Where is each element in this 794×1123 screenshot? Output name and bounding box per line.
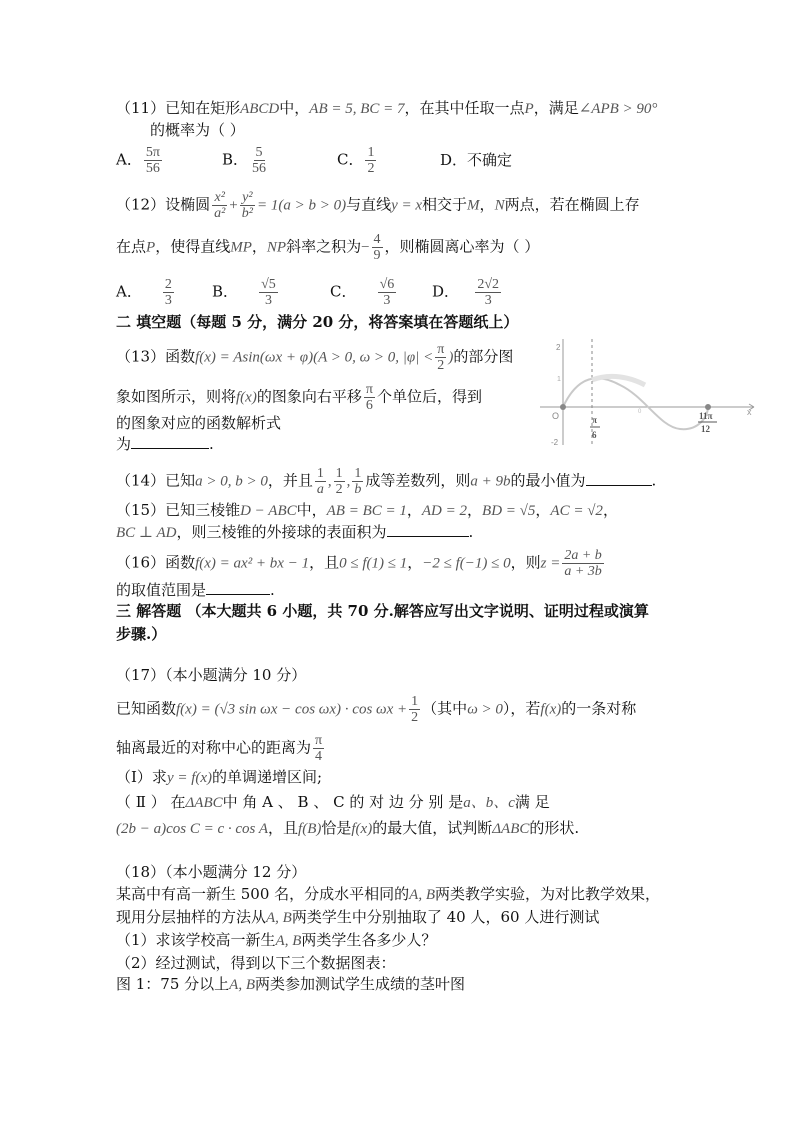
math: f(x) = Asin(ωx + φ)(A > 0, ω > 0, |φ| < — [195, 349, 434, 366]
y-label-top: 2 — [556, 343, 561, 352]
denominator: b — [354, 482, 362, 497]
math: a + 9b — [470, 473, 511, 490]
q18-part2: （2）经过测试，得到以下三个数据图表： — [116, 954, 396, 972]
q14-line: （14）已知a > 0, b > 0，并且 $\frac{1}{a}$ , $\frac{1}{2}$ , $\frac{1}{b}$ 成等差数列，则a + 9b的最小值为 . — [116, 466, 657, 497]
q15-text: . — [468, 523, 474, 541]
math: ABCD — [240, 101, 280, 117]
math: (2b − a)cos C = c · cos A — [116, 821, 269, 837]
q17-text: （其中 — [422, 699, 468, 718]
q12-text: 与直线 — [346, 195, 392, 214]
q16-text: . — [270, 581, 275, 599]
numerator: 5π — [145, 145, 160, 160]
q12-option-c — [330, 277, 398, 308]
q11-option-a — [116, 145, 164, 176]
tick1-numerator: π — [592, 415, 597, 425]
q11-line2: 的概率为（ ） — [150, 121, 245, 139]
math: A, B — [229, 977, 255, 993]
numerator: 1 — [411, 694, 419, 709]
numerator: π — [437, 342, 445, 357]
q18-title: （18）（本小题满分 12 分） — [116, 863, 307, 881]
fraction — [259, 277, 278, 308]
q13-text: （13）函数 — [116, 347, 196, 366]
q18-line1 — [116, 884, 660, 905]
math: f(x) = (√3 sin ωx − cos ωx) · cos ωx + — [176, 701, 408, 718]
q18-text: 某高中有高一新生 500 名，分成水平相同的 — [116, 885, 410, 903]
q17-text: 恰是 — [321, 819, 352, 837]
q15-text: （15）已知三棱锥 — [116, 501, 241, 519]
fraction — [144, 145, 162, 176]
q11-option-d: D．不确定 — [440, 151, 513, 169]
q14-text: . — [651, 471, 657, 490]
denominator: 3 — [383, 293, 391, 308]
math: AB = 5, BC = 7 — [309, 101, 405, 117]
denominator: a — [316, 482, 324, 497]
q17-text: 已知函数 — [116, 699, 177, 718]
q17-text: 的一条对称 — [561, 699, 637, 718]
numerator: √6 — [379, 277, 395, 292]
option-label: C． — [337, 150, 364, 169]
y-label-mid: 1 — [557, 376, 561, 383]
q13-text: . — [209, 435, 214, 453]
q11-option-b — [222, 145, 270, 176]
q18-text: 两类学生各多少人？ — [301, 931, 437, 949]
math: a > 0, b > 0 — [195, 473, 268, 490]
numerator: x² — [214, 190, 225, 205]
fraction — [352, 466, 363, 497]
denominator: 2 — [367, 161, 375, 176]
section-2-heading: 二 填空题（每题 5 分，满分 20 分，将答案填在答题纸上） — [116, 313, 519, 331]
q16-text: ，且 — [309, 553, 340, 572]
q13-text: 象如图所示，则将 — [116, 387, 237, 406]
fraction — [409, 694, 420, 725]
q15-text: ，则三棱锥的外接球的表面积为 — [176, 523, 387, 541]
fraction — [250, 145, 268, 176]
q13-text: 为 — [116, 435, 132, 453]
q17-part2-cont — [116, 818, 579, 839]
q15-text: ， — [535, 501, 551, 519]
q13-text: 的部分图 — [453, 347, 514, 366]
answer-blank[interactable] — [586, 471, 652, 486]
answer-blank[interactable] — [387, 522, 469, 537]
q17-text: 的单调递增区间; — [212, 768, 323, 786]
math: + — [229, 197, 238, 214]
q18-text: 两类学生中分别抽取了 40 人，60 人进行测试 — [291, 908, 600, 926]
q12-text: ，使得直线 — [155, 237, 231, 256]
q15-line1 — [116, 500, 618, 521]
q17-text: ），若 — [502, 699, 541, 718]
numerator: 1 — [354, 466, 362, 481]
math: MP — [230, 239, 252, 256]
denominator: 3 — [264, 293, 272, 308]
math: f(x) — [236, 389, 257, 406]
q17-part2 — [116, 792, 550, 813]
numerator: 2√2 — [477, 277, 500, 292]
q15-text: ， — [467, 501, 483, 519]
fraction — [365, 145, 376, 176]
section-3-heading-cont: 步骤.） — [116, 625, 167, 643]
option-label: B． — [212, 282, 239, 301]
math: −2 ≤ f(−1) ≤ 0 — [422, 555, 511, 572]
math: z = — [540, 555, 561, 572]
q14-text: ，并且 — [267, 471, 313, 490]
option-label: B． — [222, 150, 249, 169]
sine-curve — [563, 378, 708, 429]
denominator: 56 — [252, 161, 267, 176]
math: AC = √2 — [550, 503, 603, 519]
math: f(x) = ax² + bx − 1 — [195, 555, 310, 572]
q17-line1 — [116, 694, 636, 725]
math: BD = √5 — [482, 503, 536, 519]
math: AD = 2 — [421, 503, 468, 519]
q15-text: ， — [602, 501, 618, 519]
math: f(B) — [298, 821, 322, 837]
numerator: 4 — [373, 232, 381, 247]
q12-option-d — [432, 277, 503, 308]
fraction — [240, 190, 255, 221]
q11-text: ，在其中任取一点 — [404, 99, 525, 117]
q11-option-c — [337, 145, 378, 176]
q11-text: 中， — [279, 99, 310, 117]
numerator: π — [365, 382, 373, 397]
option-label: C． — [330, 282, 357, 301]
math: ω > 0 — [467, 701, 503, 718]
q17-text: （ Ⅱ ） 在 — [116, 793, 186, 811]
q18-text: （1）求该学校高一新生 — [116, 931, 276, 949]
q17-line2 — [116, 733, 326, 764]
q17-text: 轴离最近的对称中心的距离为 — [116, 738, 312, 757]
q12-text: ， — [251, 237, 267, 256]
math: BC ⊥ AD — [116, 525, 177, 541]
zero-point — [705, 404, 711, 410]
sine-graph — [540, 335, 765, 455]
origin-point — [560, 404, 566, 410]
denominator: 3 — [164, 293, 172, 308]
fraction — [334, 466, 345, 497]
q12-option-b — [212, 277, 280, 308]
q13-text: 的图象向右平移 — [256, 387, 362, 406]
q13-text: 个单位后，得到 — [376, 387, 482, 406]
denominator: 2 — [411, 710, 419, 725]
q14-text: 的最小值为 — [510, 471, 586, 490]
math: ∠APB > 90° — [578, 101, 658, 117]
math: D − ABC — [240, 503, 297, 519]
answer-blank[interactable] — [131, 434, 209, 449]
x-axis-label: x — [747, 407, 752, 417]
q12-text: ， — [479, 195, 495, 214]
math: P — [524, 101, 534, 117]
q15-line2 — [116, 522, 473, 543]
numerator: 2a + b — [564, 548, 602, 563]
q16-line2 — [116, 580, 275, 600]
math: A, B — [266, 910, 292, 926]
numerator: 1 — [367, 145, 375, 160]
math: NP — [266, 239, 287, 256]
small-label: 0 — [638, 409, 642, 415]
math: − — [361, 239, 370, 256]
denominator: 2 — [437, 358, 445, 373]
fraction — [212, 190, 227, 221]
fraction — [435, 342, 446, 373]
tick2-denominator: 12 — [701, 424, 710, 434]
denominator: 9 — [373, 248, 381, 263]
option-label: A． — [116, 150, 142, 169]
math: ΔABC — [185, 795, 223, 811]
q12-text: 斜率之积为 — [286, 237, 362, 256]
q11-line1 — [116, 98, 657, 119]
section-3-heading: 三 解答题 （本大题共 6 小题，共 70 分.解答应写出文字说明、证明过程或演算 — [116, 602, 649, 620]
numerator: 5 — [255, 145, 263, 160]
math: f(x) — [540, 701, 562, 718]
math: A, B — [409, 887, 435, 903]
fraction — [163, 277, 174, 308]
q12-line1 — [116, 190, 640, 221]
q12-line2 — [116, 232, 539, 263]
denominator: 56 — [145, 161, 160, 176]
math: N — [494, 197, 505, 214]
option-label: A． — [116, 282, 142, 301]
q18-figure1-caption — [116, 974, 465, 995]
denominator: a + 3b — [564, 564, 602, 579]
q13-line4 — [116, 434, 214, 454]
q15-text: 中， — [296, 501, 327, 519]
math: y = x — [391, 197, 423, 214]
q18-part1 — [116, 930, 436, 951]
math: y = f(x) — [166, 770, 213, 786]
q14-text: （14）已知 — [116, 471, 196, 490]
denominator: 6 — [365, 398, 373, 413]
fraction — [364, 382, 375, 413]
numerator: 1 — [316, 466, 324, 481]
math: a、b、c — [463, 795, 515, 811]
numerator: π — [315, 733, 323, 748]
q17-text: 的形状. — [529, 819, 580, 837]
q17-part1 — [116, 767, 322, 788]
q16-text: ， — [407, 553, 423, 572]
origin-label: O — [552, 411, 560, 421]
q13-line2 — [116, 382, 482, 413]
math: AB = BC = 1 — [326, 503, 407, 519]
q12-text: （12）设椭圆 — [116, 195, 211, 214]
q12-text: 两点，若在椭圆上存 — [504, 195, 640, 214]
fraction — [562, 548, 603, 579]
fraction — [315, 466, 326, 497]
q18-text: 图 1：75 分以上 — [116, 975, 230, 993]
q17-text: 的最大值，试判断 — [372, 819, 493, 837]
tick2-numerator: 11π — [699, 411, 713, 421]
math: A, B — [275, 933, 302, 949]
q12-text: ，则椭圆离心率为（ ） — [384, 237, 540, 256]
q18-text: 两类教学实验，为对比教学效果， — [435, 885, 661, 903]
fraction — [475, 277, 501, 308]
math: M — [467, 197, 480, 214]
math: = 1(a > b > 0) — [256, 197, 347, 214]
fraction — [313, 733, 324, 764]
q16-text: 的取值范围是 — [116, 581, 207, 599]
numerator: √5 — [261, 277, 276, 292]
denominator: 3 — [484, 293, 492, 308]
math: 0 ≤ f(1) ≤ 1 — [339, 555, 408, 572]
q13-line3: 的图象对应的函数解析式 — [116, 414, 282, 432]
q17-text: （I）求 — [116, 768, 167, 786]
denominator: 4 — [315, 749, 323, 764]
denominator: a² — [214, 206, 226, 221]
answer-blank[interactable] — [206, 580, 270, 595]
q13-line1 — [116, 342, 513, 373]
math: ) — [448, 349, 454, 366]
math: P — [146, 239, 156, 256]
q16-text: ，则 — [510, 553, 541, 572]
q18-text: 两类参加测试学生成绩的茎叶图 — [255, 975, 466, 993]
q14-text: 成等差数列，则 — [365, 471, 471, 490]
q12-text: 在点 — [116, 237, 147, 256]
q12-option-a — [116, 277, 176, 308]
q16-text: （16）函数 — [116, 553, 196, 572]
denominator: b² — [241, 206, 253, 221]
q11-text: （11）已知在矩形 — [116, 99, 241, 117]
tick1-denominator: 6 — [592, 430, 597, 440]
q17-text: 中 角 A 、 B 、 C 的 对 边 分 别 是 — [222, 793, 464, 811]
math: ΔABC — [492, 821, 530, 837]
numerator: 2 — [164, 277, 172, 292]
q15-text: ， — [406, 501, 422, 519]
fraction — [372, 232, 383, 263]
numerator: 1 — [335, 466, 343, 481]
numerator: y² — [242, 190, 253, 205]
denominator: 2 — [335, 482, 343, 497]
q16-line1 — [116, 548, 606, 579]
q18-line2 — [116, 907, 599, 928]
q18-text: 现用分层抽样的方法从 — [116, 908, 267, 926]
option-label: D． — [432, 282, 460, 301]
q17-title: （17）（本小题满分 10 分） — [116, 666, 307, 684]
math: f(x) — [351, 821, 373, 837]
y-label-bottom: -2 — [551, 438, 559, 447]
q12-text: 相交于 — [422, 195, 468, 214]
fraction — [378, 277, 397, 308]
q17-text: 满 足 — [514, 793, 550, 811]
q11-text: ，满足 — [533, 99, 579, 117]
q17-text: ，且 — [268, 819, 299, 837]
